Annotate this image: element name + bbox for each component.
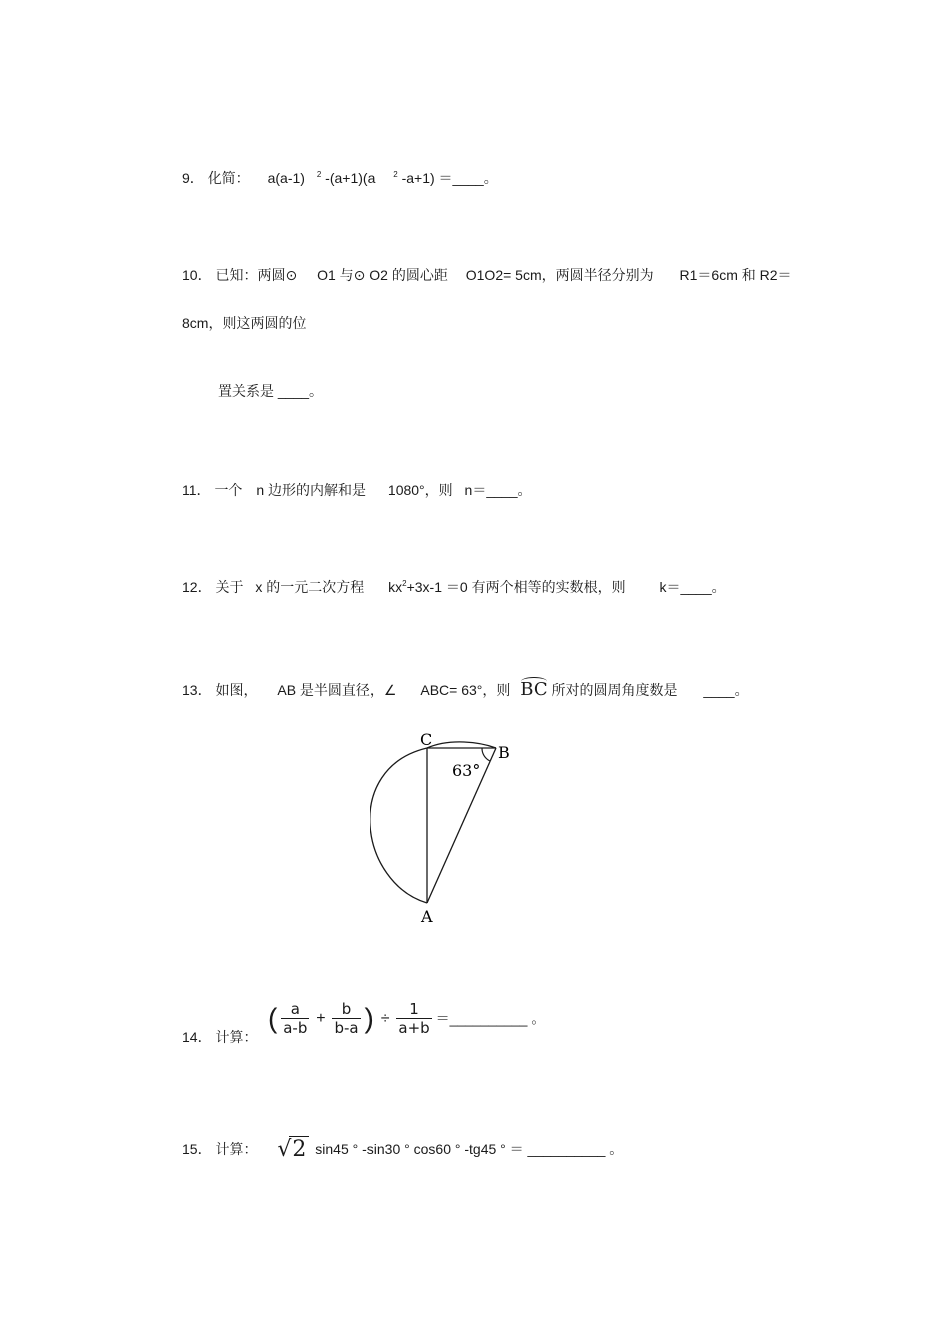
question-number: 12． (182, 579, 212, 595)
label-c: C (420, 730, 433, 749)
answer-blank: ＝__________ 。 (435, 1010, 546, 1027)
right-paren: ) (364, 1002, 374, 1034)
question-number: 14． (182, 1029, 212, 1045)
question-text: 置关系是 ____。 (218, 383, 324, 399)
question-14-label (182, 1028, 257, 1046)
question-text: R1＝6cm 和 R2＝ (679, 267, 792, 283)
sqrt-2: √2 (277, 1141, 309, 1159)
fraction-a-over-a-minus-b: $\frac{a}{a-b}$ (283, 1000, 308, 1037)
question-text: 计算： (215, 1141, 258, 1157)
arc-bc: BC (520, 679, 548, 700)
semicircle-arc (370, 748, 427, 903)
question-text: 8cm，则这两圆的位 (182, 315, 307, 331)
semicircle-figure (370, 728, 530, 928)
question-text: 所对的圆周角度数是 (551, 682, 678, 698)
exponent: 2 (316, 170, 322, 179)
expression: kx (388, 579, 403, 595)
plus-sign: + (316, 1009, 326, 1027)
label-b: B (498, 743, 510, 762)
question-15 (182, 1137, 624, 1162)
question-text: 如图， (215, 682, 258, 698)
left-paren: ( (268, 1002, 278, 1034)
question-text: x 的一元二次方程 (255, 579, 365, 595)
question-text: ABC= 63°，则 (420, 682, 511, 698)
question-number: 13． (182, 682, 212, 698)
question-13 (182, 681, 749, 699)
question-text: +3x-1 ＝0 有两个相等的实数根，则 (406, 579, 626, 595)
question-text: n＝____。 (464, 482, 532, 498)
question-9 (182, 169, 498, 190)
expression: sin45 ° -sin30 ° cos60 ° -tg45 ° ＝ __________ 。 (315, 1141, 624, 1157)
question-text: ____。 (703, 682, 749, 698)
question-11 (182, 481, 531, 499)
question-text: O1O2= 5cm，两圆半径分别为 (465, 267, 654, 283)
expression: -(a+1)(a (325, 170, 376, 186)
angle-label: 63° (452, 761, 481, 780)
expression: -a+1) ＝____。 (401, 170, 498, 186)
fraction-b-over-b-minus-a: $\frac{b}{b-a}$ (334, 1000, 359, 1037)
question-text: 1080°，则 (387, 482, 453, 498)
question-text: 计算： (215, 1029, 258, 1045)
chord-arc-cb (427, 742, 496, 748)
question-12 (182, 578, 726, 599)
question-number: 11． (182, 482, 211, 498)
fraction-1-over-a-plus-b: $\frac{1}{a+b}$ (398, 1000, 430, 1037)
question-text: AB 是半圆直径，∠ (277, 682, 397, 698)
label-a: A (421, 907, 433, 926)
question-10-cont2 (218, 382, 323, 400)
question-text: 化简： (207, 170, 250, 186)
question-text: 关于 (215, 579, 244, 595)
exponent: 2 (393, 170, 398, 179)
angle-mark (482, 748, 490, 761)
question-10 (182, 266, 792, 284)
question-text: O1 与⊙ O2 的圆心距 (317, 267, 448, 283)
question-text: n 边形的内解和是 (256, 482, 367, 498)
question-text: 已知：两圆⊙ (215, 267, 298, 283)
question-text: k＝____。 (659, 579, 726, 595)
expression: a(a-1) (267, 170, 305, 186)
question-number: 10． (182, 267, 212, 283)
question-number: 9． (182, 170, 204, 186)
divide-sign: ÷ (380, 1009, 390, 1027)
question-text: 一个 (214, 482, 243, 498)
question-number: 15． (182, 1141, 212, 1157)
exponent: 2 (402, 579, 407, 588)
question-14-formula (268, 1000, 545, 1046)
question-10-cont (182, 314, 306, 332)
